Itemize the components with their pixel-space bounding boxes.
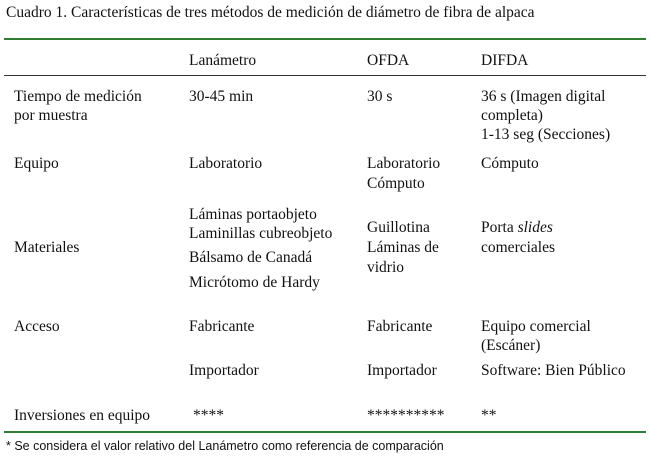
cell-inversiones-difda: **	[481, 407, 497, 424]
cell-inversiones-ofda: **********	[367, 407, 445, 424]
top-rule	[4, 38, 646, 40]
cell-materiales-ofda-line2: Láminas de	[367, 239, 439, 256]
cell-materiales-lanametro-line1: Láminas portaobjeto	[189, 206, 317, 223]
cell-materiales-difda-line1	[481, 218, 553, 237]
row-label-equipo: Equipo	[14, 155, 59, 172]
row-label-tiempo-line1: Tiempo de medición	[14, 88, 142, 105]
cell-materiales-lanametro-line2: Laminillas cubreobjeto	[189, 225, 333, 242]
difda-slides-text: slides	[517, 219, 553, 236]
cell-equipo-ofda-line2: Cómputo	[367, 175, 425, 192]
row-label-materiales: Materiales	[14, 239, 80, 256]
cell-materiales-ofda-line3: vidrio	[367, 259, 405, 276]
cell-equipo-difda: Cómputo	[481, 155, 539, 172]
cell-equipo-ofda-line1: Laboratorio	[367, 155, 441, 172]
difda-porta-text: Porta	[481, 219, 518, 236]
cell-tiempo-difda-line2: completa)	[481, 107, 543, 124]
cell-equipo-lanametro: Laboratorio	[189, 155, 263, 172]
cell-acceso-difda-line2: (Escáner)	[481, 337, 541, 354]
cell-tiempo-ofda: 30 s	[367, 88, 393, 105]
row-label-acceso: Acceso	[14, 318, 60, 335]
header-lanametro: Lanámetro	[189, 52, 257, 69]
header-ofda: OFDA	[367, 52, 410, 69]
cell-materiales-lanametro-line3: Bálsamo de Canadá	[189, 249, 313, 266]
row-label-inversiones: Inversiones en equipo	[14, 407, 151, 424]
cell-acceso-lanametro-line1: Fabricante	[189, 318, 255, 335]
table-footnote: * Se considera el valor relativo del Lanámetro como referencia de comparación	[6, 439, 444, 453]
cell-tiempo-lanametro: 30-45 min	[189, 88, 254, 105]
cell-inversiones-lanametro: ****	[193, 407, 224, 424]
cell-acceso-ofda-line1: Fabricante	[367, 318, 433, 335]
header-separator	[4, 75, 646, 76]
table-caption: Cuadro 1. Características de tres métodos de medición de diámetro de fibra de alpaca	[6, 4, 535, 21]
cell-materiales-difda-line2: comerciales	[481, 239, 556, 256]
cell-tiempo-difda-line1: 36 s (Imagen digital	[481, 88, 606, 105]
cell-tiempo-difda-line3: 1-13 seg (Secciones)	[481, 126, 611, 143]
cell-acceso-lanametro-line2: Importador	[189, 362, 259, 379]
row-label-tiempo-line2: por muestra	[14, 107, 88, 124]
cell-materiales-ofda-line1: Guillotina	[367, 219, 430, 236]
cell-acceso-ofda-line2: Importador	[367, 362, 437, 379]
bottom-rule	[4, 431, 646, 433]
cell-materiales-lanametro-line4: Micrótomo de Hardy	[189, 274, 320, 291]
cell-acceso-difda-line3: Software: Bien Público	[481, 362, 626, 379]
cell-acceso-difda-line1: Equipo comercial	[481, 318, 591, 335]
header-difda: DIFDA	[481, 52, 529, 69]
